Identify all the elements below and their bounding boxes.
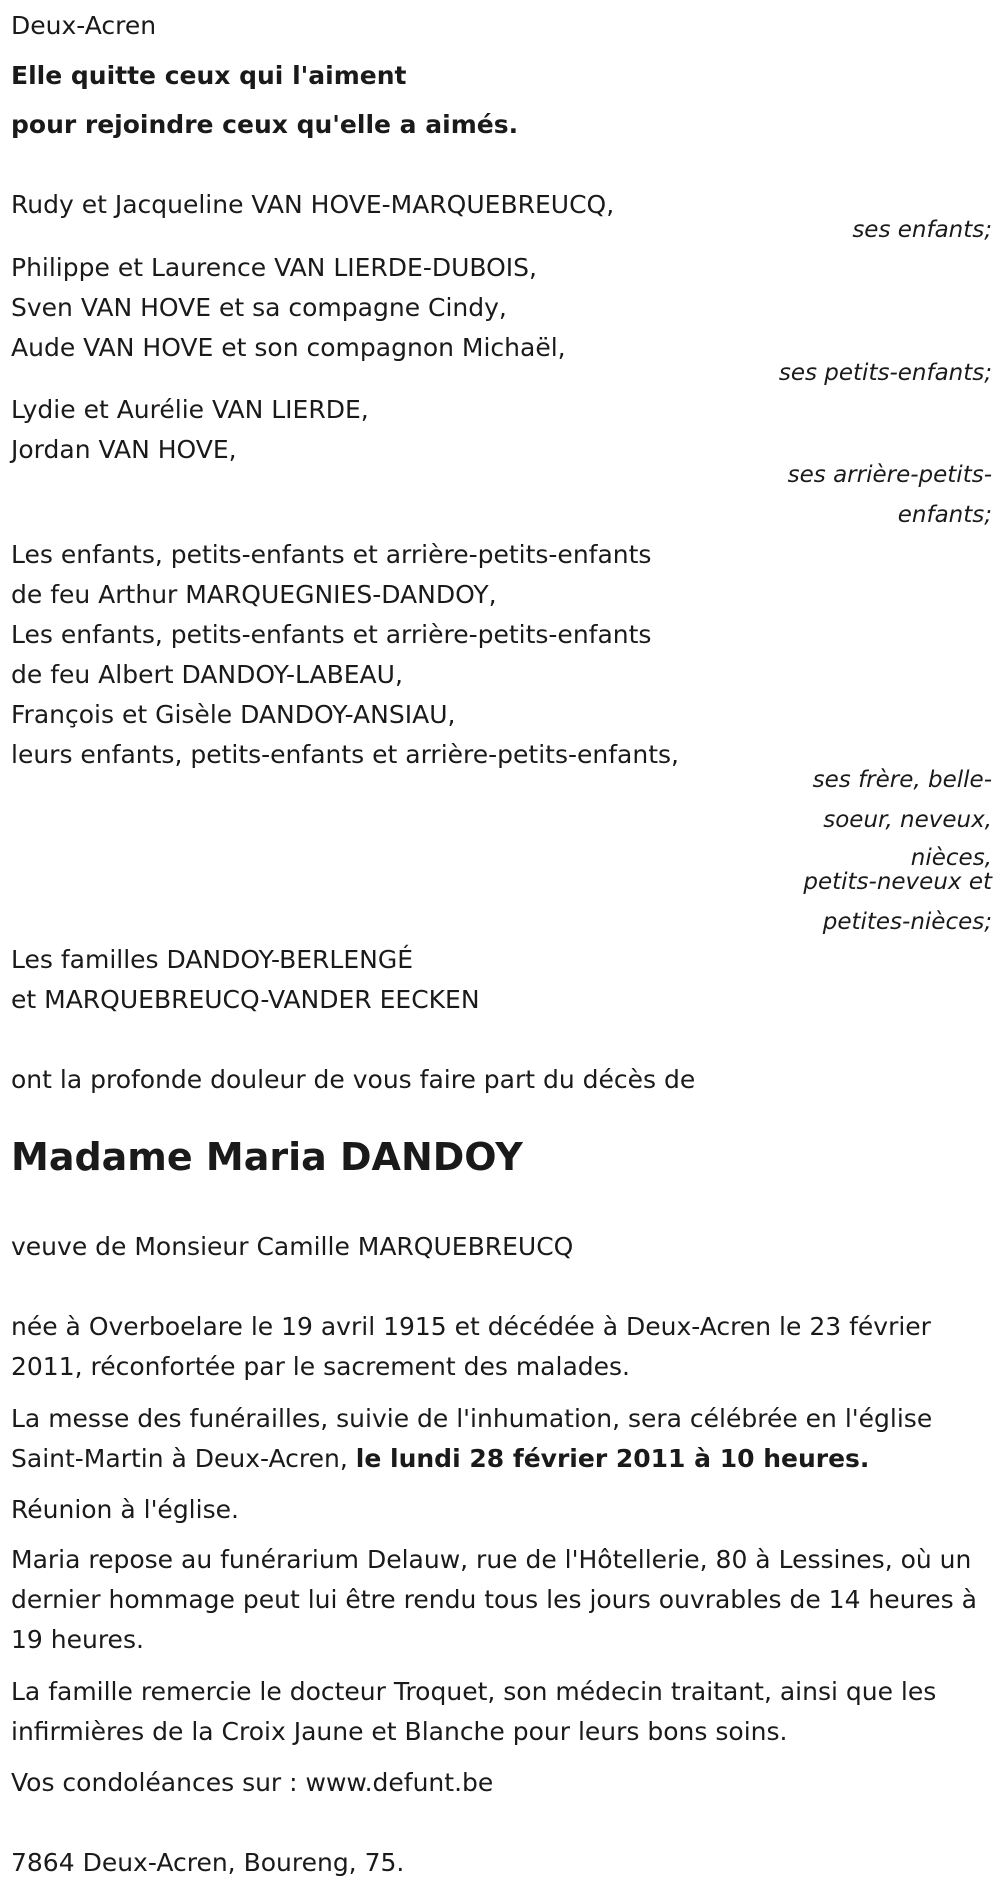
siblings-line-6: leurs enfants, petits-enfants et arrière-petits-enfants,	[11, 740, 679, 769]
siblings-line-4: de feu Albert DANDOY-LABEAU,	[11, 660, 403, 689]
families-line-2: et MARQUEBREUCQ-VANDER EECKEN	[11, 985, 480, 1014]
quote-line-2: pour rejoindre ceux qu'elle a aimés.	[11, 110, 519, 139]
announcement-intro: ont la profonde douleur de vous faire part du décès de	[11, 1065, 696, 1094]
condolences-link[interactable]: Vos condoléances sur : www.defunt.be	[11, 1768, 494, 1797]
siblings-line-2: de feu Arthur MARQUEGNIES-DANDOY,	[11, 580, 497, 609]
great-grandchildren-role-line-1: ses arrière-petits-	[787, 462, 992, 488]
siblings-line-3: Les enfants, petits-enfants et arrière-petits-enfants	[11, 620, 652, 649]
birth-death-paragraph: née à Overboelare le 19 avril 1915 et décédée à Deux-Acren le 23 février 2011, réconfortée par le sacrement des malades.	[11, 1312, 931, 1381]
grandchildren-role: ses petits-enfants;	[778, 360, 992, 386]
funeral-date: le lundi 28 février 2011 à 10 heures.	[355, 1444, 870, 1473]
children-role: ses enfants;	[852, 217, 992, 243]
repose-paragraph: Maria repose au funérarium Delauw, rue de l'Hôtellerie, 80 à Lessines, où un dernier hommage peut lui être rendu tous les jours ouvrables de 14 heures à 19 heures.	[11, 1545, 977, 1654]
grandchildren-line-2: Sven VAN HOVE et sa compagne Cindy,	[11, 293, 507, 322]
grandchildren-line-3: Aude VAN HOVE et son compagnon Michaël,	[11, 333, 566, 362]
widow-of: veuve de Monsieur Camille MARQUEBREUCQ	[11, 1232, 574, 1261]
great-grandchildren-role-line-2: enfants;	[897, 502, 992, 528]
siblings-role-line-5: petites-nièces;	[822, 909, 992, 935]
thanks-paragraph: La famille remercie le docteur Troquet, son médecin traitant, ainsi que les infirmières de la Croix Jaune et Blanche pour leurs bons soins.	[11, 1677, 937, 1746]
deceased-name: Madame Maria DANDOY	[11, 1135, 523, 1179]
siblings-role-line-2: soeur, neveux,	[823, 807, 992, 833]
siblings-line-5: François et Gisèle DANDOY-ANSIAU,	[11, 700, 456, 729]
families-line-1: Les familles DANDOY-BERLENGÉ	[11, 945, 414, 974]
great-grandchildren-line-1: Lydie et Aurélie VAN LIERDE,	[11, 395, 369, 424]
siblings-role-line-1: ses frère, belle-	[812, 767, 992, 793]
children-names: Rudy et Jacqueline VAN HOVE-MARQUEBREUCQ,	[11, 190, 615, 219]
address: 7864 Deux-Acren, Boureng, 75.	[11, 1848, 405, 1877]
grandchildren-line-1: Philippe et Laurence VAN LIERDE-DUBOIS,	[11, 253, 537, 282]
siblings-line-1: Les enfants, petits-enfants et arrière-petits-enfants	[11, 540, 652, 569]
funeral-paragraph	[11, 1399, 996, 1479]
funeral-text: La messe des funérailles, suivie de l'inhumation, sera célébrée en l'église Saint-Martin à Deux-Acren,	[11, 1404, 933, 1473]
meeting-info: Réunion à l'église.	[11, 1495, 239, 1524]
quote-line-1: Elle quitte ceux qui l'aiment	[11, 61, 407, 90]
siblings-role-line-4: petits-neveux et	[803, 869, 992, 895]
place-heading: Deux-Acren	[11, 11, 157, 40]
great-grandchildren-line-2: Jordan VAN HOVE,	[11, 435, 237, 464]
siblings-role-line-3: nièces,	[910, 845, 992, 871]
